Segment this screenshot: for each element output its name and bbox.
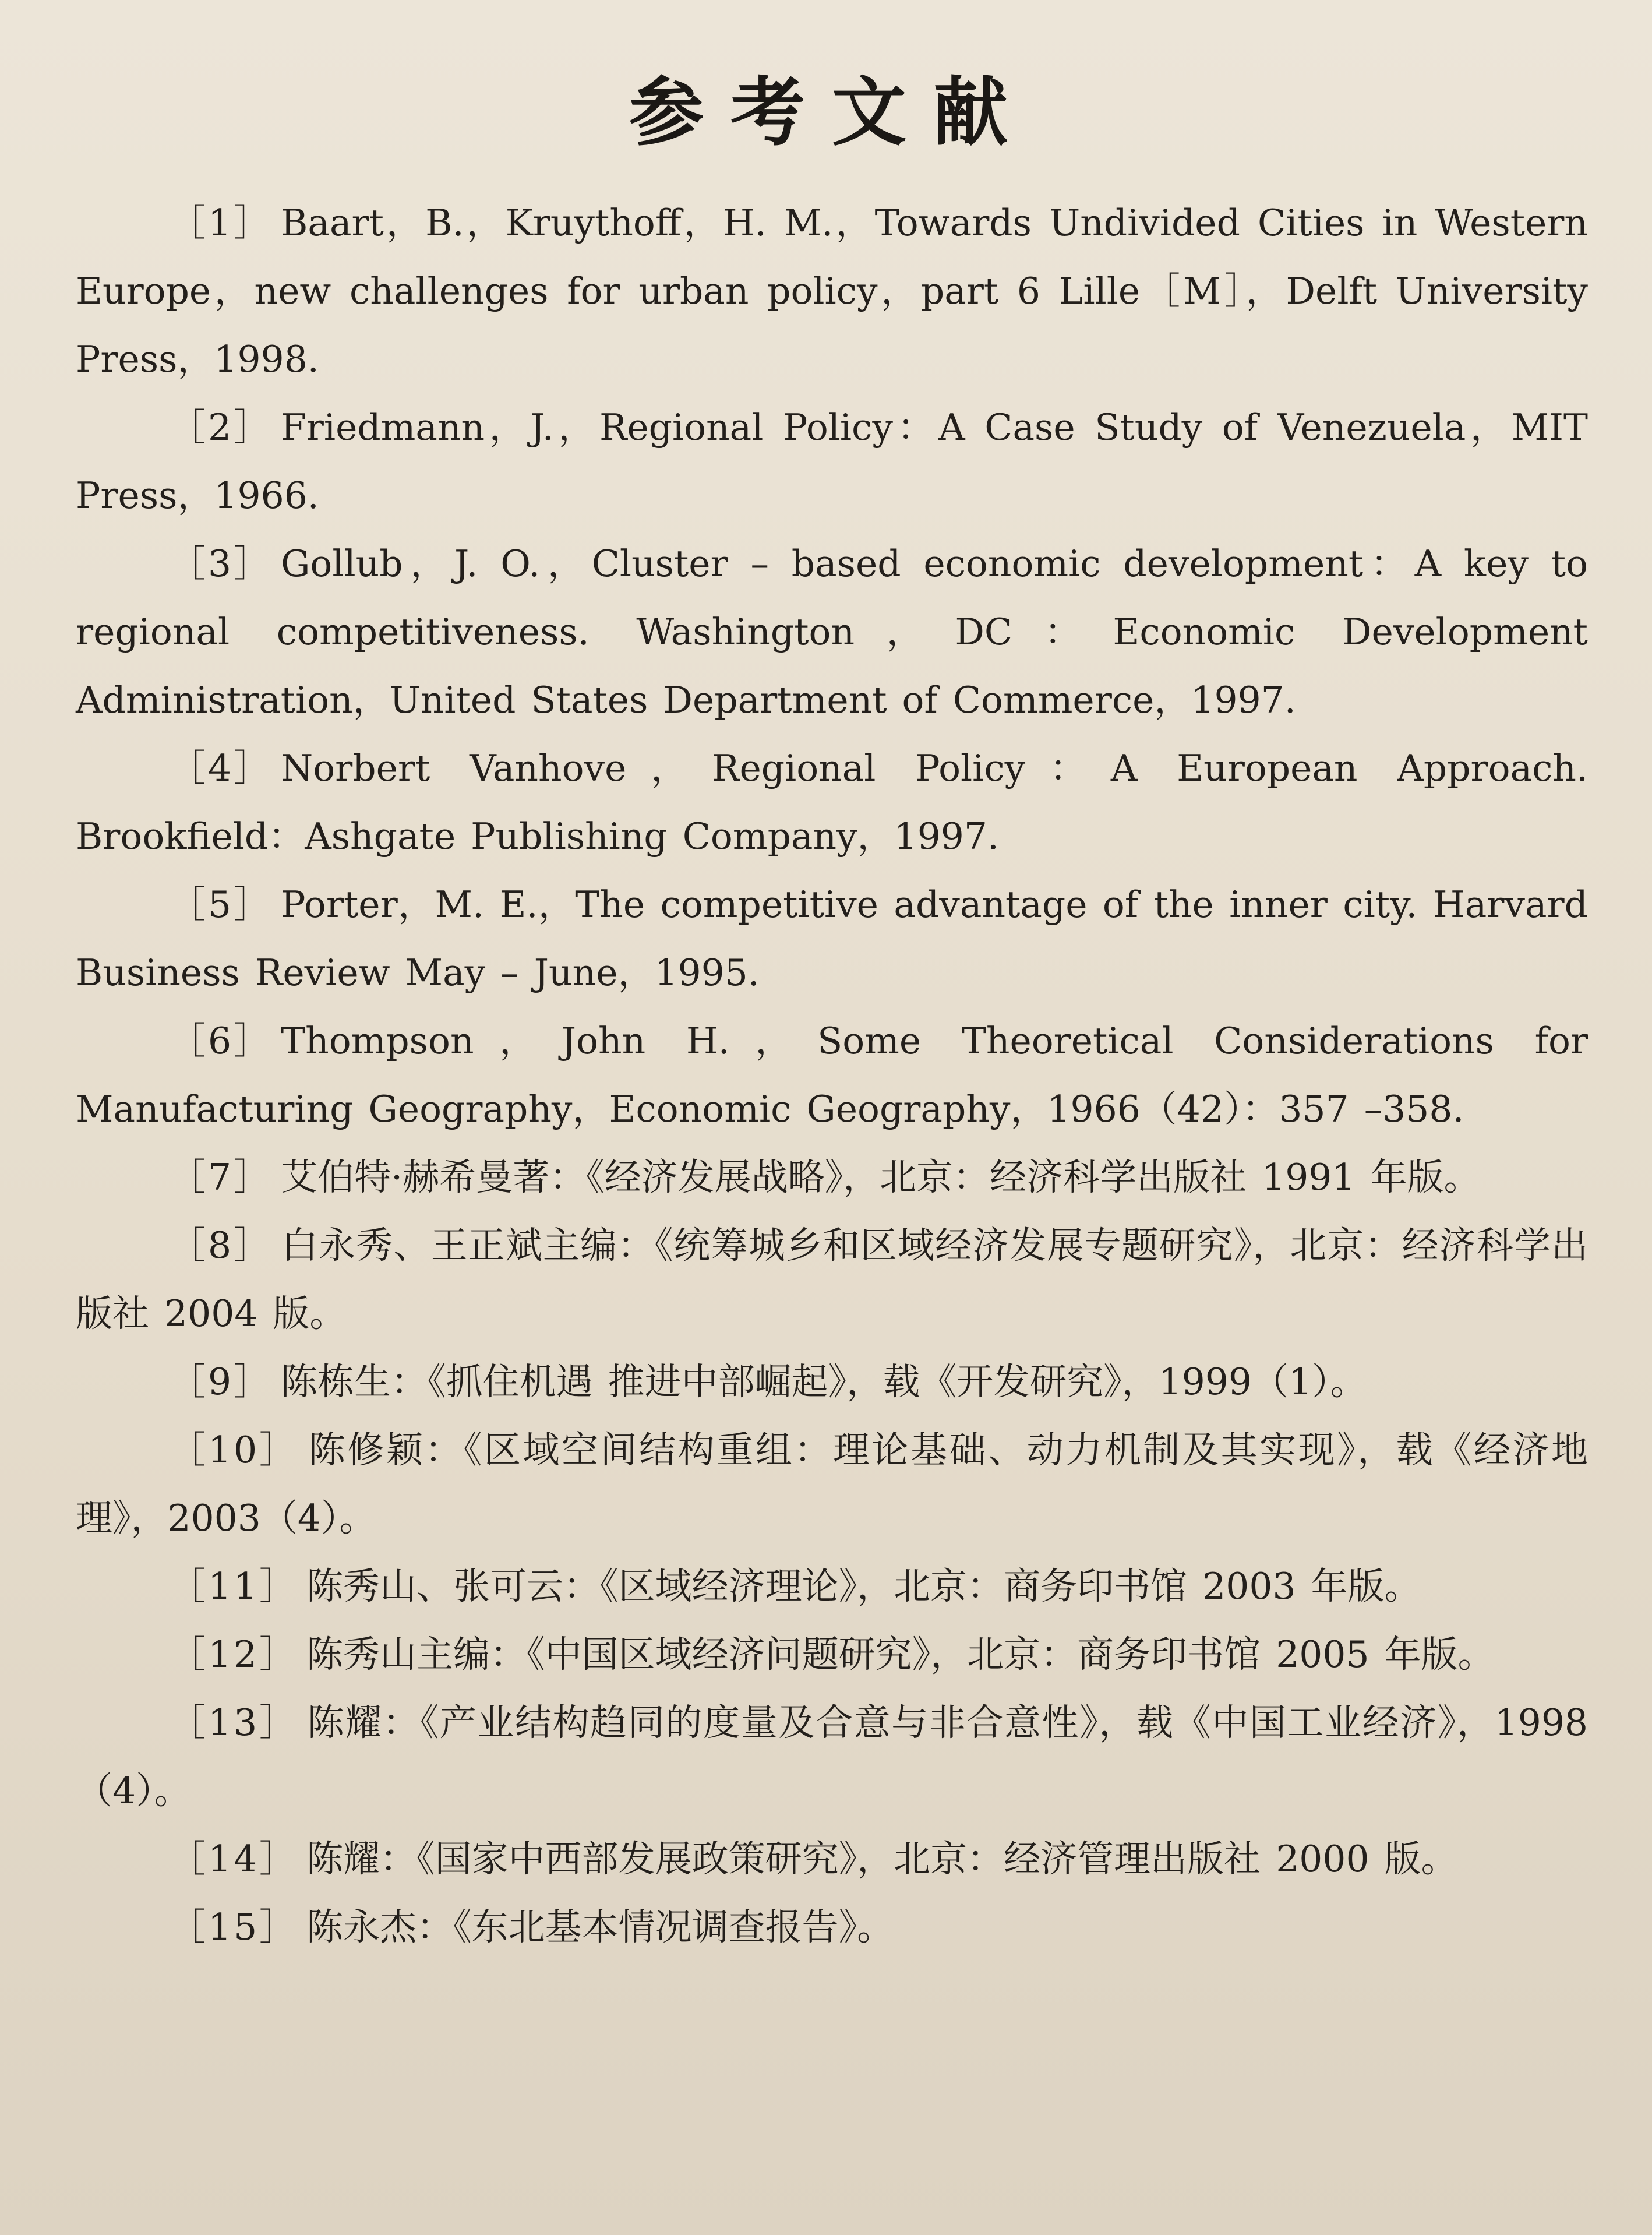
reference-item — [76, 189, 1588, 393]
reference-number: ［5］ — [169, 883, 273, 926]
reference-item — [76, 1007, 1588, 1143]
reference-number: ［9］ — [169, 1360, 273, 1403]
reference-number: ［11］ — [169, 1565, 299, 1607]
reference-list — [76, 189, 1588, 1961]
reference-item — [76, 1825, 1588, 1893]
reference-text: Gollub，J. O.，Cluster – based economic development：A key to regional competitiveness. Washington，DC：Economic Development Administration，United States Department of Commerce，1997. — [76, 542, 1588, 721]
reference-text: 陈永杰：《东北基本情况调查报告》。 — [306, 1906, 894, 1948]
reference-item — [76, 1143, 1588, 1211]
reference-item — [76, 1211, 1588, 1348]
reference-text: 陈栋生：《抓住机遇 推进中部崛起》，载《开发研究》，1999（1）。 — [281, 1360, 1367, 1403]
reference-item — [76, 393, 1588, 530]
reference-number: ［15］ — [169, 1906, 299, 1948]
reference-number: ［4］ — [169, 747, 273, 789]
reference-item — [76, 1620, 1588, 1688]
reference-text: 陈耀：《国家中西部发展政策研究》，北京：经济管理出版社 2000 版。 — [306, 1838, 1458, 1880]
reference-text: 艾伯特·赫希曼著：《经济发展战略》，北京：经济科学出版社 1991 年版。 — [281, 1156, 1481, 1198]
page-title: 参考文献 — [629, 69, 1035, 156]
reference-text: 陈秀山、张可云：《区域经济理论》，北京：商务印书馆 2003 年版。 — [306, 1565, 1421, 1607]
reference-item — [76, 870, 1588, 1007]
reference-item — [76, 530, 1588, 734]
reference-text: Norbert Vanhove，Regional Policy：A European Approach. Brookfield：Ashgate Publishing Company，1997. — [76, 747, 1588, 858]
reference-text: Porter，M. E.，The competitive advantage of the inner city. Harvard Business Review May – June，1995. — [76, 883, 1588, 994]
reference-number: ［7］ — [169, 1156, 273, 1198]
reference-number: ［8］ — [169, 1224, 273, 1267]
reference-item — [76, 1893, 1588, 1961]
reference-number: ［14］ — [169, 1838, 299, 1880]
reference-number: ［2］ — [169, 406, 273, 449]
reference-item — [76, 734, 1588, 870]
reference-item — [76, 1552, 1588, 1620]
reference-text: Friedmann，J.，Regional Policy：A Case Study of Venezuela，MIT Press，1966. — [76, 406, 1588, 517]
reference-number: ［10］ — [169, 1429, 299, 1471]
reference-text: 陈秀山主编：《中国区域经济问题研究》，北京：商务印书馆 2005 年版。 — [306, 1633, 1495, 1676]
reference-item — [76, 1348, 1588, 1416]
reference-text: 陈耀：《产业结构趋同的度量及合意与非合意性》，载《中国工业经济》，1998（4）。 — [76, 1701, 1588, 1812]
reference-text: Thompson，John H.，Some Theoretical Considerations for Manufacturing Geography，Economic Geography，1966（42）：357 –358. — [76, 1020, 1588, 1130]
reference-text: Baart，B.，Kruythoff，H. M.，Towards Undivided Cities in Western Europe，new challenges for urban policy，part 6 Lille［M］，Delft University Press，1998. — [76, 202, 1588, 380]
reference-number: ［13］ — [169, 1701, 299, 1744]
reference-item — [76, 1688, 1588, 1825]
reference-text: 白永秀、王正斌主编：《统筹城乡和区域经济发展专题研究》，北京：经济科学出版社 2004 版。 — [76, 1224, 1588, 1335]
reference-item — [76, 1416, 1588, 1552]
reference-number: ［6］ — [169, 1020, 273, 1062]
reference-number: ［1］ — [169, 202, 273, 244]
reference-text: 陈修颖：《区域空间结构重组：理论基础、动力机制及其实现》，载《经济地理》，2003（4）。 — [76, 1429, 1588, 1539]
reference-number: ［12］ — [169, 1633, 299, 1676]
reference-number: ［3］ — [169, 542, 273, 585]
